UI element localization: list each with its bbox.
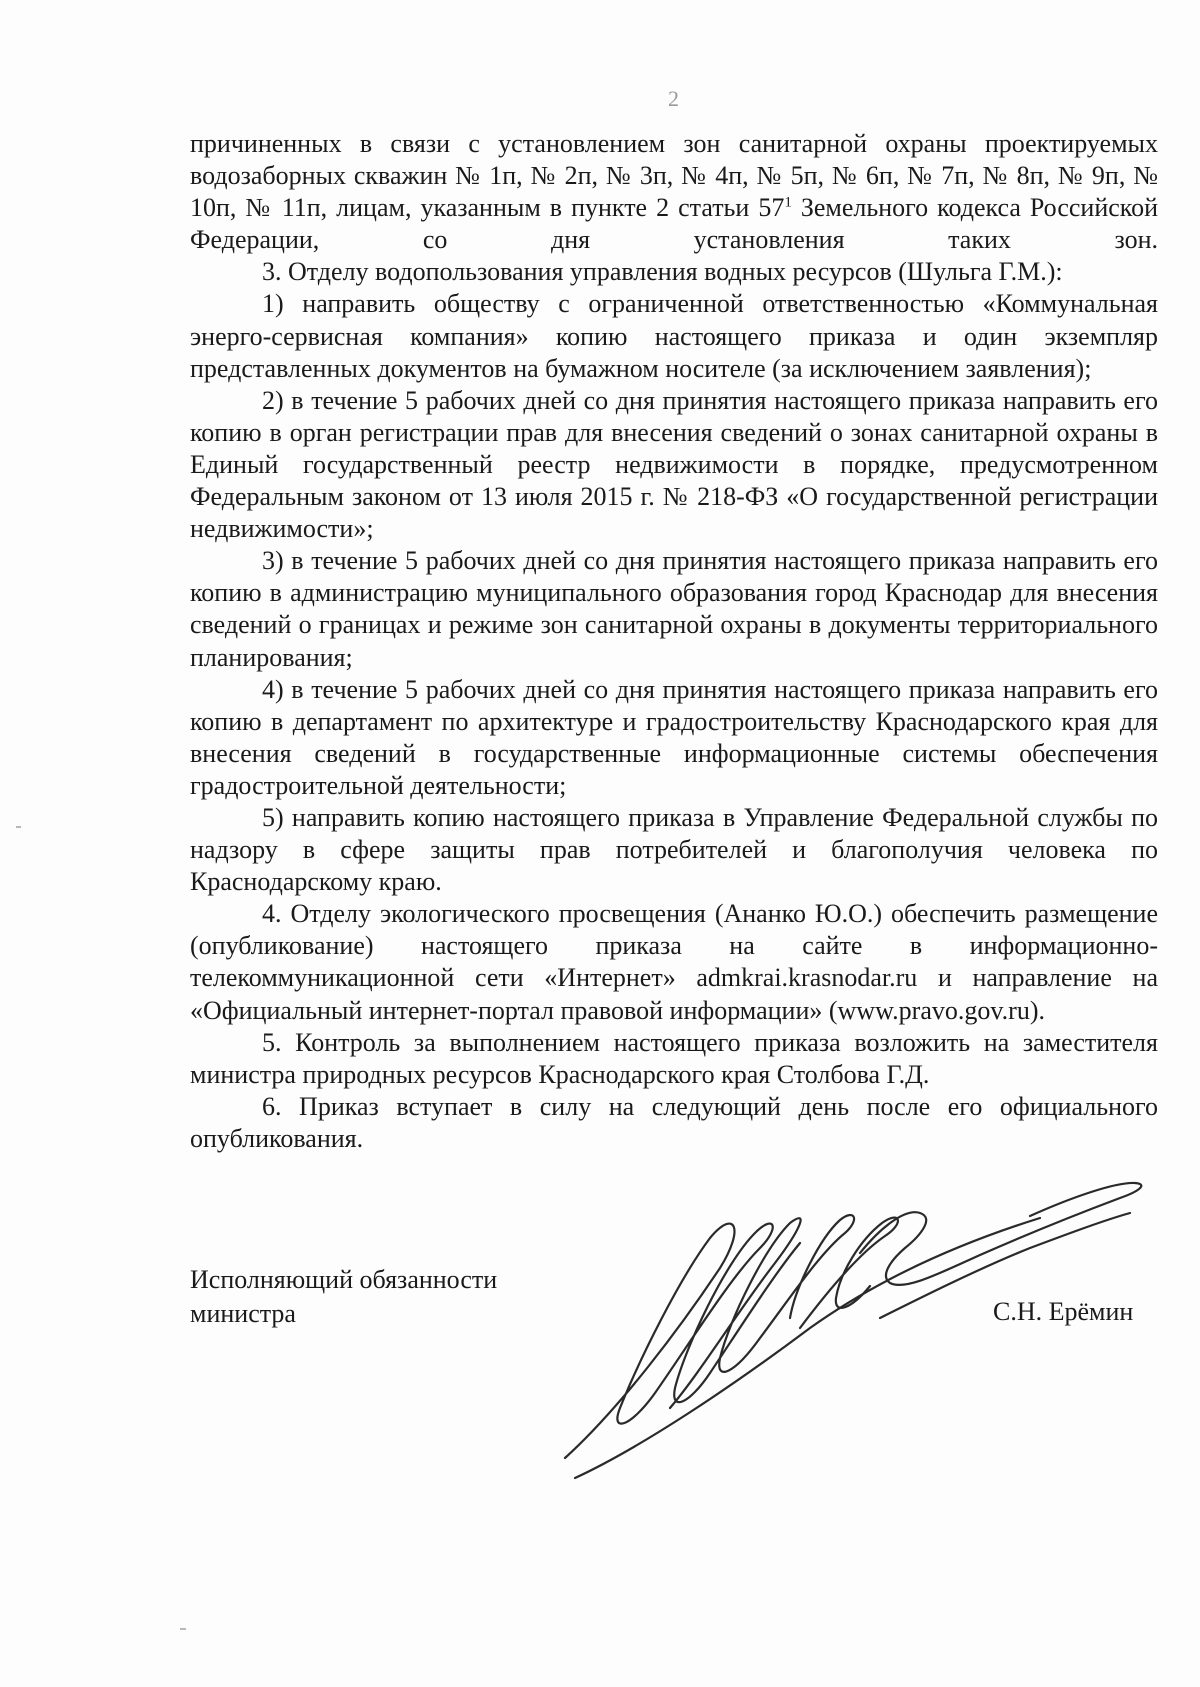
paragraph-subitem-4: 4) в течение 5 рабочих дней со дня принятия настоящего приказа направить его копию в департамент по архитектуре и градостроительству Краснодарского края для внесения сведений в государственные информационные системы обеспечения градостроительной деятельности; (190, 674, 1158, 800)
superscript: 1 (784, 194, 792, 211)
signer-position-line2: министра (190, 1299, 296, 1328)
paragraph-item-3: 3. Отделу водопользования управления водных ресурсов (Шульга Г.М.): (262, 257, 1063, 287)
scan-speck (16, 826, 21, 828)
order-body (190, 128, 1158, 1155)
signer-position (190, 1263, 497, 1331)
paragraph-subitem-2: 2) в течение 5 рабочих дней со дня принятия настоящего приказа направить его копию в орган регистрации прав для внесения сведений о зонах санитарной охраны в Единый государственный реестр недвижимости в порядке, предусмотренном Федеральным законом от 13 июля 2015 г. № 218-ФЗ «О государственной регистрации недвижимости»; (190, 385, 1158, 544)
page-number: 2 (668, 86, 679, 111)
paragraph-subitem-5: 5) направить копию настоящего приказа в Управление Федеральной службы по надзору в сфере защиты прав потребителей и благополучия человека по Краснодарскому краю. (190, 802, 1158, 897)
signer-position-line1: Исполняющий обязанности (190, 1265, 498, 1294)
handwritten-signature (560, 1158, 1160, 1508)
paragraph-item-6: 6. Приказ вступает в силу на следующий день после его официального опубликования. (190, 1091, 1158, 1153)
paragraph-subitem-1: 1) направить обществу с ограниченной ответственностью «Коммунальная энерго-сервисная компания» копию настоящего приказа и один экземпляр представленных документов на бумажном носителе (за исключением заявления); (190, 289, 1158, 383)
paragraph-item-5: 5. Контроль за выполнением настоящего приказа возложить на заместителя министра природных ресурсов Краснодарского края Столбова Г.Д. (190, 1027, 1158, 1089)
paragraph-continuation: причиненных в связи с установлением зон санитарной охраны проектируемых водозаборных скважин № 1п, № 2п, № 3п, № 4п, № 5п, № 6п, № 7п, № 8п, № 9п, № 10п, № 11п, лицам, указанным в пункте 2 статьи $57^1$ Земельного кодекса Российской Федерации, со дня установления таких зон. (190, 129, 1158, 255)
paragraph-item-4: 4. Отделу экологического просвещения (Ананко Ю.О.) обеспечить размещение (опубликование) настоящего приказа на сайте в информационно-телекоммуникационной сети «Интернет» admkrai.krasnodar.ru и направление на «Официальный интернет-портал правовой информации» (www.pravo.gov.ru). (190, 899, 1158, 1025)
paragraph-subitem-3: 3) в течение 5 рабочих дней со дня принятия настоящего приказа направить его копию в администрацию муниципального образования город Краснодар для внесения сведений о границах и режиме зон санитарной охраны в документы территориального планирования; (190, 546, 1158, 672)
scan-speck (180, 1628, 186, 1630)
signer-name: С.Н. Ерёмин (993, 1297, 1134, 1326)
